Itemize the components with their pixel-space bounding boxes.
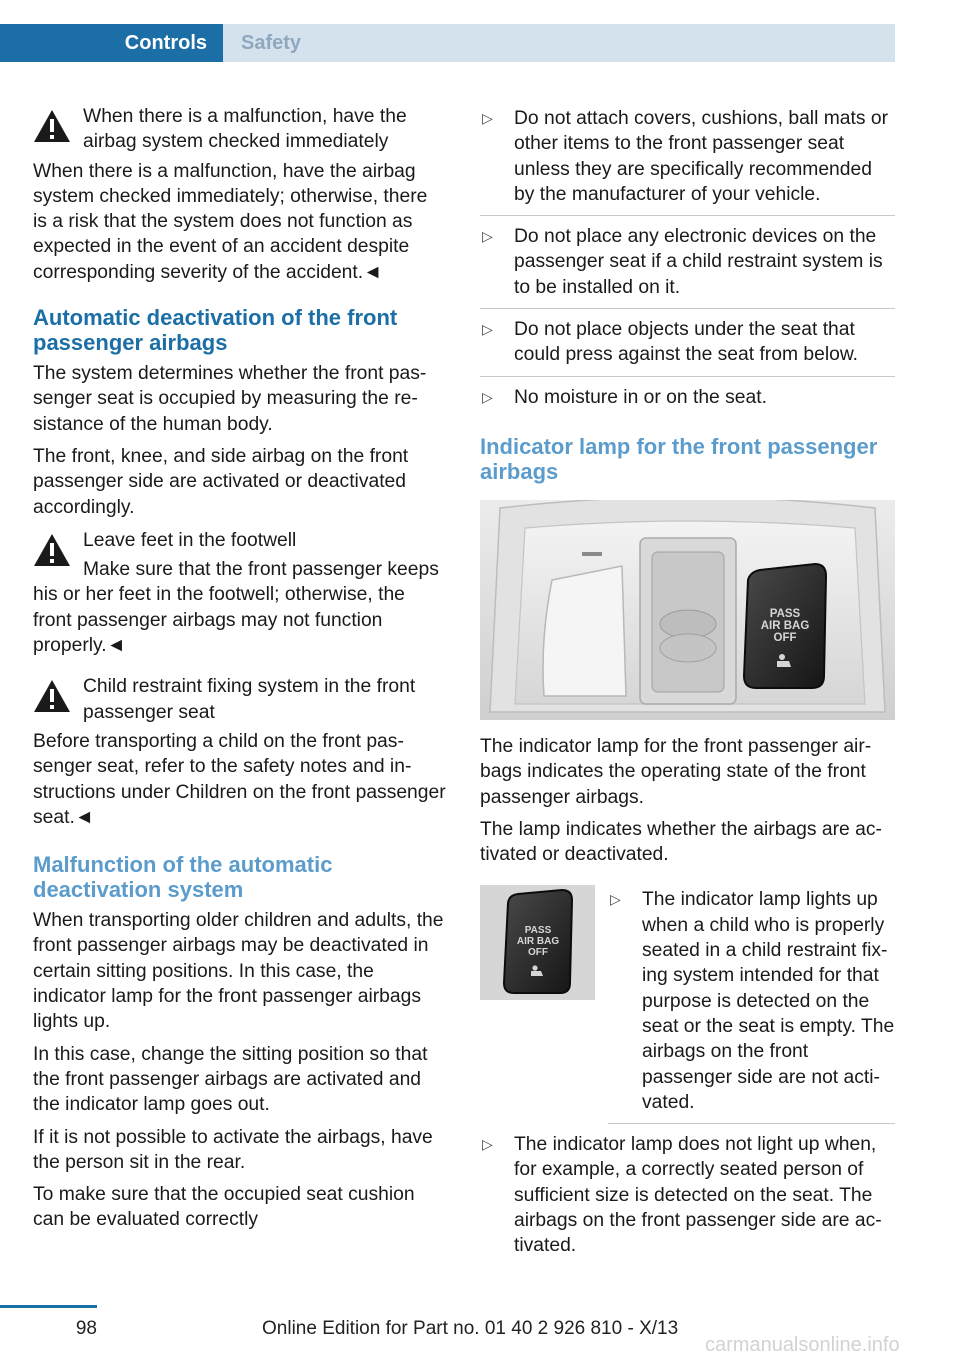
list-item: ▷ Do not place objects under the seat that could press against the seat from below. — [480, 315, 895, 377]
triangle-bullet-icon: ▷ — [482, 228, 493, 245]
warning-body: Before transporting a child on the front passenger seat, refer to the safety notes and instructions under Children on the front passenger seat.◄ — [33, 730, 446, 828]
paragraph: The indicator lamp for the front passenger airbags indicates the operating state of the front passenger airbags. — [480, 735, 872, 808]
paragraph: The lamp indicates whether the airbags are activated or deactivated. — [480, 818, 882, 866]
paragraph: The system determines whether the front passenger seat is occupied by measuring the resistance of the human body. — [33, 363, 427, 435]
button-label-airbag: AIR BAG — [760, 619, 810, 632]
warning-body: Make sure that the front passenger keeps his or her feet in the footwell; otherwise, the front passenger airbags may not function properly.◄ — [33, 559, 439, 657]
edition-text: Online Edition for Part no. 01 40 2 926 810 - X/13 — [262, 1318, 679, 1339]
indicator-unlit-list — [480, 1130, 895, 1266]
triangle-bullet-icon: ▷ — [482, 388, 493, 405]
tab-controls[interactable]: Controls — [0, 24, 223, 62]
warning-triangle-icon — [33, 679, 71, 713]
list-item: ▷ The indicator lamp lights up when a child who is properly seated in a child restraint fixing system intended for that purpose is detected on the seat or the seat is empty. The airbags on the front passenger side are not activated. — [608, 885, 895, 1124]
button-label-off: OFF — [528, 947, 548, 959]
list-item: ▷ Do not place any electronic devices on the passenger seat if a child restraint system is to be installed on it. — [480, 222, 895, 309]
page-header — [0, 0, 895, 62]
console-illustration — [480, 500, 895, 720]
left-column — [33, 104, 446, 1240]
seat-occupant-icon — [779, 654, 785, 660]
warning-footwell — [33, 528, 446, 658]
button-label-pass: PASS — [524, 925, 552, 937]
warning-title: When there is a malfunction, have the airbag system checked immediately — [83, 106, 407, 153]
paragraph: In this case, change the sitting position so that the front passenger airbags are activated and the indicator lamp goes out. — [33, 1043, 428, 1116]
seat-bullet-list — [480, 104, 895, 418]
watermark: carmanualsonline.info — [705, 1334, 900, 1356]
indicator-lit-list — [608, 885, 895, 1130]
button-label-airbag: AIR BAG — [516, 936, 560, 948]
right-column — [480, 104, 895, 1273]
warning-body: When there is a malfunction, have the airbag system checked immediately; otherwise, there is a risk that the system does not function as expected in the event of an accident despite corresponding severity of the accident.◄ — [33, 160, 428, 283]
triangle-bullet-icon: ▷ — [482, 1136, 493, 1153]
list-item: ▷ No moisture in or on the seat. — [480, 383, 895, 418]
indicator-lamp-figure — [480, 500, 895, 720]
warning-title: Child restraint fixing system in the front passenger seat — [83, 676, 416, 723]
button-label-pass: PASS — [769, 607, 801, 620]
paragraph: To make sure that the occupied seat cushion can be evaluated correctly — [33, 1184, 415, 1231]
airbag-off-button-image — [480, 885, 595, 1000]
triangle-bullet-icon: ▷ — [482, 321, 493, 338]
list-item: ▷ The indicator lamp does not light up when, for example, a correctly seated person of sufficient size is detected on the seat. The airbags on the front passenger side are activated. — [482, 1134, 882, 1257]
section-heading-malfunction: Malfunction of the automatic deactivation system — [33, 852, 333, 903]
page-number: 98 — [75, 1318, 97, 1339]
warning-child-restraint — [33, 674, 446, 830]
triangle-bullet-icon: ▷ — [610, 891, 621, 908]
paragraph: The front, knee, and side airbag on the front passenger side are activated or deactivated accordingly. — [33, 445, 409, 518]
seat-occupant-icon — [532, 966, 537, 971]
section-heading-indicator-lamp: Indicator lamp for the front passenger airbags — [480, 433, 878, 484]
warning-malfunction — [33, 104, 446, 285]
warning-triangle-icon — [33, 109, 71, 143]
warning-title: Leave feet in the footwell — [83, 529, 297, 551]
indicator-lit-row — [480, 885, 895, 1130]
warning-triangle-icon — [33, 533, 71, 567]
footer-accent-line — [0, 1305, 97, 1308]
section-heading-automatic-deactivation: Automatic deactivation of the front passenger airbags — [33, 305, 398, 356]
tab-safety[interactable]: Safety — [223, 24, 895, 62]
triangle-bullet-icon: ▷ — [482, 110, 493, 126]
list-item: ▷ Do not attach covers, cushions, ball mats or other items to the front passenger seat unless they are specifically recommended by the manufacturer of your vehicle. — [480, 104, 895, 216]
paragraph: When transporting older children and adults, the front passenger airbags may be deactivated in certain sitting positions. In this case, the indicator lamp for the front passenger airbags lights up. — [33, 910, 444, 1033]
button-label-off: OFF — [773, 631, 797, 644]
paragraph: If it is not possible to activate the airbags, have the person sit in the rear. — [33, 1126, 433, 1173]
